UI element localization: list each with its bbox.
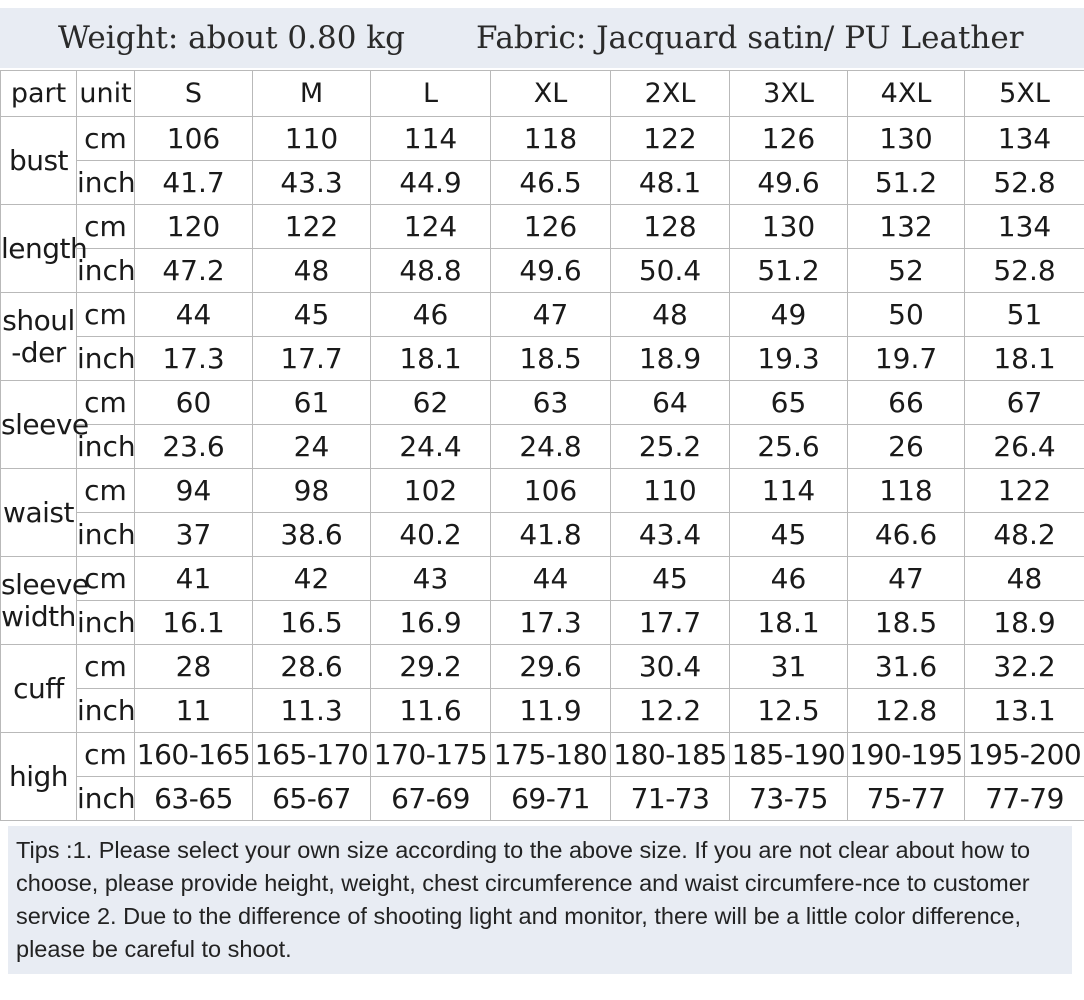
measurement-row bbox=[1, 645, 1084, 689]
size-header: S bbox=[135, 71, 253, 117]
value-cell: 29.6 bbox=[491, 645, 611, 689]
tips-text: Tips :1. Please select your own size according to the above size. If you are not clear about how to choose, please provide height, weight, chest circumference and waist circumfere-nce to customer service 2. Due to the difference of shooting light and monitor, there will be a little color difference, please be careful to shoot. bbox=[16, 837, 1031, 962]
measurement-row bbox=[1, 557, 1084, 601]
value-cell: 52.8 bbox=[965, 249, 1084, 293]
value-cell: 110 bbox=[611, 469, 730, 513]
value-cell: 126 bbox=[491, 205, 611, 249]
value-cell: 51.2 bbox=[848, 161, 965, 205]
value-cell: 49.6 bbox=[730, 161, 848, 205]
value-cell: 24.4 bbox=[371, 425, 491, 469]
value-cell: 24.8 bbox=[491, 425, 611, 469]
unit-label: cm bbox=[77, 117, 135, 161]
value-cell: 106 bbox=[491, 469, 611, 513]
value-cell: 130 bbox=[730, 205, 848, 249]
value-cell: 180-185 bbox=[611, 733, 730, 777]
measurement-row bbox=[1, 601, 1084, 645]
unit-label: inch bbox=[77, 425, 135, 469]
value-cell: 24 bbox=[253, 425, 371, 469]
value-cell: 118 bbox=[491, 117, 611, 161]
measurement-row bbox=[1, 425, 1084, 469]
value-cell: 98 bbox=[253, 469, 371, 513]
part-label: bust bbox=[1, 117, 77, 205]
value-cell: 17.3 bbox=[135, 337, 253, 381]
measurement-row bbox=[1, 293, 1084, 337]
value-cell: 165-170 bbox=[253, 733, 371, 777]
value-cell: 52.8 bbox=[965, 161, 1084, 205]
value-cell: 132 bbox=[848, 205, 965, 249]
unit-label: cm bbox=[77, 733, 135, 777]
value-cell: 47.2 bbox=[135, 249, 253, 293]
value-cell: 48.1 bbox=[611, 161, 730, 205]
value-cell: 47 bbox=[848, 557, 965, 601]
value-cell: 63-65 bbox=[135, 777, 253, 821]
size-header: 5XL bbox=[965, 71, 1084, 117]
value-cell: 41 bbox=[135, 557, 253, 601]
value-cell: 18.9 bbox=[611, 337, 730, 381]
size-chart-table bbox=[0, 70, 1084, 821]
value-cell: 106 bbox=[135, 117, 253, 161]
value-cell: 29.2 bbox=[371, 645, 491, 689]
value-cell: 40.2 bbox=[371, 513, 491, 557]
value-cell: 64 bbox=[611, 381, 730, 425]
value-cell: 44 bbox=[491, 557, 611, 601]
value-cell: 190-195 bbox=[848, 733, 965, 777]
value-cell: 18.1 bbox=[965, 337, 1084, 381]
value-cell: 128 bbox=[611, 205, 730, 249]
value-cell: 48 bbox=[965, 557, 1084, 601]
value-cell: 170-175 bbox=[371, 733, 491, 777]
unit-label: cm bbox=[77, 381, 135, 425]
value-cell: 50.4 bbox=[611, 249, 730, 293]
value-cell: 60 bbox=[135, 381, 253, 425]
value-cell: 61 bbox=[253, 381, 371, 425]
tips-box bbox=[8, 826, 1072, 974]
size-header: M bbox=[253, 71, 371, 117]
value-cell: 49 bbox=[730, 293, 848, 337]
value-cell: 46.5 bbox=[491, 161, 611, 205]
value-cell: 102 bbox=[371, 469, 491, 513]
value-cell: 37 bbox=[135, 513, 253, 557]
value-cell: 17.3 bbox=[491, 601, 611, 645]
value-cell: 12.5 bbox=[730, 689, 848, 733]
part-label: waist bbox=[1, 469, 77, 557]
value-cell: 52 bbox=[848, 249, 965, 293]
value-cell: 122 bbox=[253, 205, 371, 249]
value-cell: 41.8 bbox=[491, 513, 611, 557]
value-cell: 26 bbox=[848, 425, 965, 469]
value-cell: 16.1 bbox=[135, 601, 253, 645]
value-cell: 94 bbox=[135, 469, 253, 513]
value-cell: 16.5 bbox=[253, 601, 371, 645]
value-cell: 28.6 bbox=[253, 645, 371, 689]
unit-label: inch bbox=[77, 249, 135, 293]
value-cell: 126 bbox=[730, 117, 848, 161]
unit-label: inch bbox=[77, 601, 135, 645]
value-cell: 17.7 bbox=[611, 601, 730, 645]
header-row bbox=[1, 71, 1084, 117]
value-cell: 16.9 bbox=[371, 601, 491, 645]
value-cell: 38.6 bbox=[253, 513, 371, 557]
part-label: sleeve width bbox=[1, 557, 77, 645]
value-cell: 122 bbox=[965, 469, 1084, 513]
value-cell: 25.2 bbox=[611, 425, 730, 469]
measurement-row bbox=[1, 733, 1084, 777]
unit-label: cm bbox=[77, 469, 135, 513]
unit-label: cm bbox=[77, 205, 135, 249]
unit-label: inch bbox=[77, 777, 135, 821]
value-cell: 48.8 bbox=[371, 249, 491, 293]
value-cell: 18.9 bbox=[965, 601, 1084, 645]
value-cell: 18.5 bbox=[491, 337, 611, 381]
value-cell: 47 bbox=[491, 293, 611, 337]
value-cell: 50 bbox=[848, 293, 965, 337]
value-cell: 25.6 bbox=[730, 425, 848, 469]
value-cell: 120 bbox=[135, 205, 253, 249]
value-cell: 114 bbox=[730, 469, 848, 513]
measurement-row bbox=[1, 117, 1084, 161]
size-header: XL bbox=[491, 71, 611, 117]
unit-label: inch bbox=[77, 337, 135, 381]
value-cell: 44 bbox=[135, 293, 253, 337]
unit-label: inch bbox=[77, 513, 135, 557]
value-cell: 32.2 bbox=[965, 645, 1084, 689]
value-cell: 75-77 bbox=[848, 777, 965, 821]
value-cell: 48.2 bbox=[965, 513, 1084, 557]
part-header: part bbox=[1, 71, 77, 117]
value-cell: 42 bbox=[253, 557, 371, 601]
value-cell: 17.7 bbox=[253, 337, 371, 381]
value-cell: 23.6 bbox=[135, 425, 253, 469]
value-cell: 65 bbox=[730, 381, 848, 425]
part-label: sleeve bbox=[1, 381, 77, 469]
measurement-row bbox=[1, 205, 1084, 249]
value-cell: 77-79 bbox=[965, 777, 1084, 821]
value-cell: 31.6 bbox=[848, 645, 965, 689]
value-cell: 45 bbox=[730, 513, 848, 557]
size-header: L bbox=[371, 71, 491, 117]
value-cell: 31 bbox=[730, 645, 848, 689]
value-cell: 43 bbox=[371, 557, 491, 601]
unit-header: unit bbox=[77, 71, 135, 117]
unit-label: cm bbox=[77, 557, 135, 601]
part-label: length bbox=[1, 205, 77, 293]
value-cell: 48 bbox=[253, 249, 371, 293]
part-label: high bbox=[1, 733, 77, 821]
value-cell: 134 bbox=[965, 117, 1084, 161]
value-cell: 19.7 bbox=[848, 337, 965, 381]
value-cell: 19.3 bbox=[730, 337, 848, 381]
value-cell: 11.9 bbox=[491, 689, 611, 733]
part-label: shoul -der bbox=[1, 293, 77, 381]
value-cell: 185-190 bbox=[730, 733, 848, 777]
value-cell: 11.6 bbox=[371, 689, 491, 733]
value-cell: 160-165 bbox=[135, 733, 253, 777]
value-cell: 18.1 bbox=[371, 337, 491, 381]
value-cell: 124 bbox=[371, 205, 491, 249]
value-cell: 18.1 bbox=[730, 601, 848, 645]
value-cell: 46.6 bbox=[848, 513, 965, 557]
fabric-label: Fabric: Jacquard satin/ PU Leather bbox=[476, 20, 1024, 56]
value-cell: 12.8 bbox=[848, 689, 965, 733]
value-cell: 63 bbox=[491, 381, 611, 425]
measurement-row bbox=[1, 689, 1084, 733]
weight-label: Weight: about 0.80 kg bbox=[58, 20, 405, 56]
value-cell: 118 bbox=[848, 469, 965, 513]
measurement-row bbox=[1, 513, 1084, 557]
measurement-row bbox=[1, 337, 1084, 381]
unit-label: cm bbox=[77, 293, 135, 337]
value-cell: 73-75 bbox=[730, 777, 848, 821]
value-cell: 41.7 bbox=[135, 161, 253, 205]
value-cell: 28 bbox=[135, 645, 253, 689]
measurement-row bbox=[1, 249, 1084, 293]
value-cell: 67-69 bbox=[371, 777, 491, 821]
value-cell: 18.5 bbox=[848, 601, 965, 645]
value-cell: 51 bbox=[965, 293, 1084, 337]
value-cell: 134 bbox=[965, 205, 1084, 249]
measurement-row bbox=[1, 469, 1084, 513]
value-cell: 46 bbox=[730, 557, 848, 601]
value-cell: 65-67 bbox=[253, 777, 371, 821]
value-cell: 195-200 bbox=[965, 733, 1084, 777]
value-cell: 44.9 bbox=[371, 161, 491, 205]
unit-label: inch bbox=[77, 161, 135, 205]
unit-label: inch bbox=[77, 689, 135, 733]
value-cell: 45 bbox=[611, 557, 730, 601]
value-cell: 13.1 bbox=[965, 689, 1084, 733]
value-cell: 12.2 bbox=[611, 689, 730, 733]
value-cell: 48 bbox=[611, 293, 730, 337]
value-cell: 130 bbox=[848, 117, 965, 161]
value-cell: 62 bbox=[371, 381, 491, 425]
unit-label: cm bbox=[77, 645, 135, 689]
value-cell: 69-71 bbox=[491, 777, 611, 821]
value-cell: 114 bbox=[371, 117, 491, 161]
value-cell: 43.4 bbox=[611, 513, 730, 557]
value-cell: 66 bbox=[848, 381, 965, 425]
header-banner bbox=[0, 8, 1084, 68]
measurement-row bbox=[1, 777, 1084, 821]
measurement-row bbox=[1, 161, 1084, 205]
measurement-row bbox=[1, 381, 1084, 425]
size-header: 3XL bbox=[730, 71, 848, 117]
value-cell: 49.6 bbox=[491, 249, 611, 293]
value-cell: 67 bbox=[965, 381, 1084, 425]
value-cell: 30.4 bbox=[611, 645, 730, 689]
value-cell: 175-180 bbox=[491, 733, 611, 777]
value-cell: 110 bbox=[253, 117, 371, 161]
value-cell: 51.2 bbox=[730, 249, 848, 293]
value-cell: 11.3 bbox=[253, 689, 371, 733]
size-header: 2XL bbox=[611, 71, 730, 117]
part-label: cuff bbox=[1, 645, 77, 733]
value-cell: 122 bbox=[611, 117, 730, 161]
value-cell: 11 bbox=[135, 689, 253, 733]
value-cell: 45 bbox=[253, 293, 371, 337]
value-cell: 26.4 bbox=[965, 425, 1084, 469]
size-chart-body bbox=[1, 71, 1084, 821]
value-cell: 71-73 bbox=[611, 777, 730, 821]
value-cell: 43.3 bbox=[253, 161, 371, 205]
value-cell: 46 bbox=[371, 293, 491, 337]
size-header: 4XL bbox=[848, 71, 965, 117]
